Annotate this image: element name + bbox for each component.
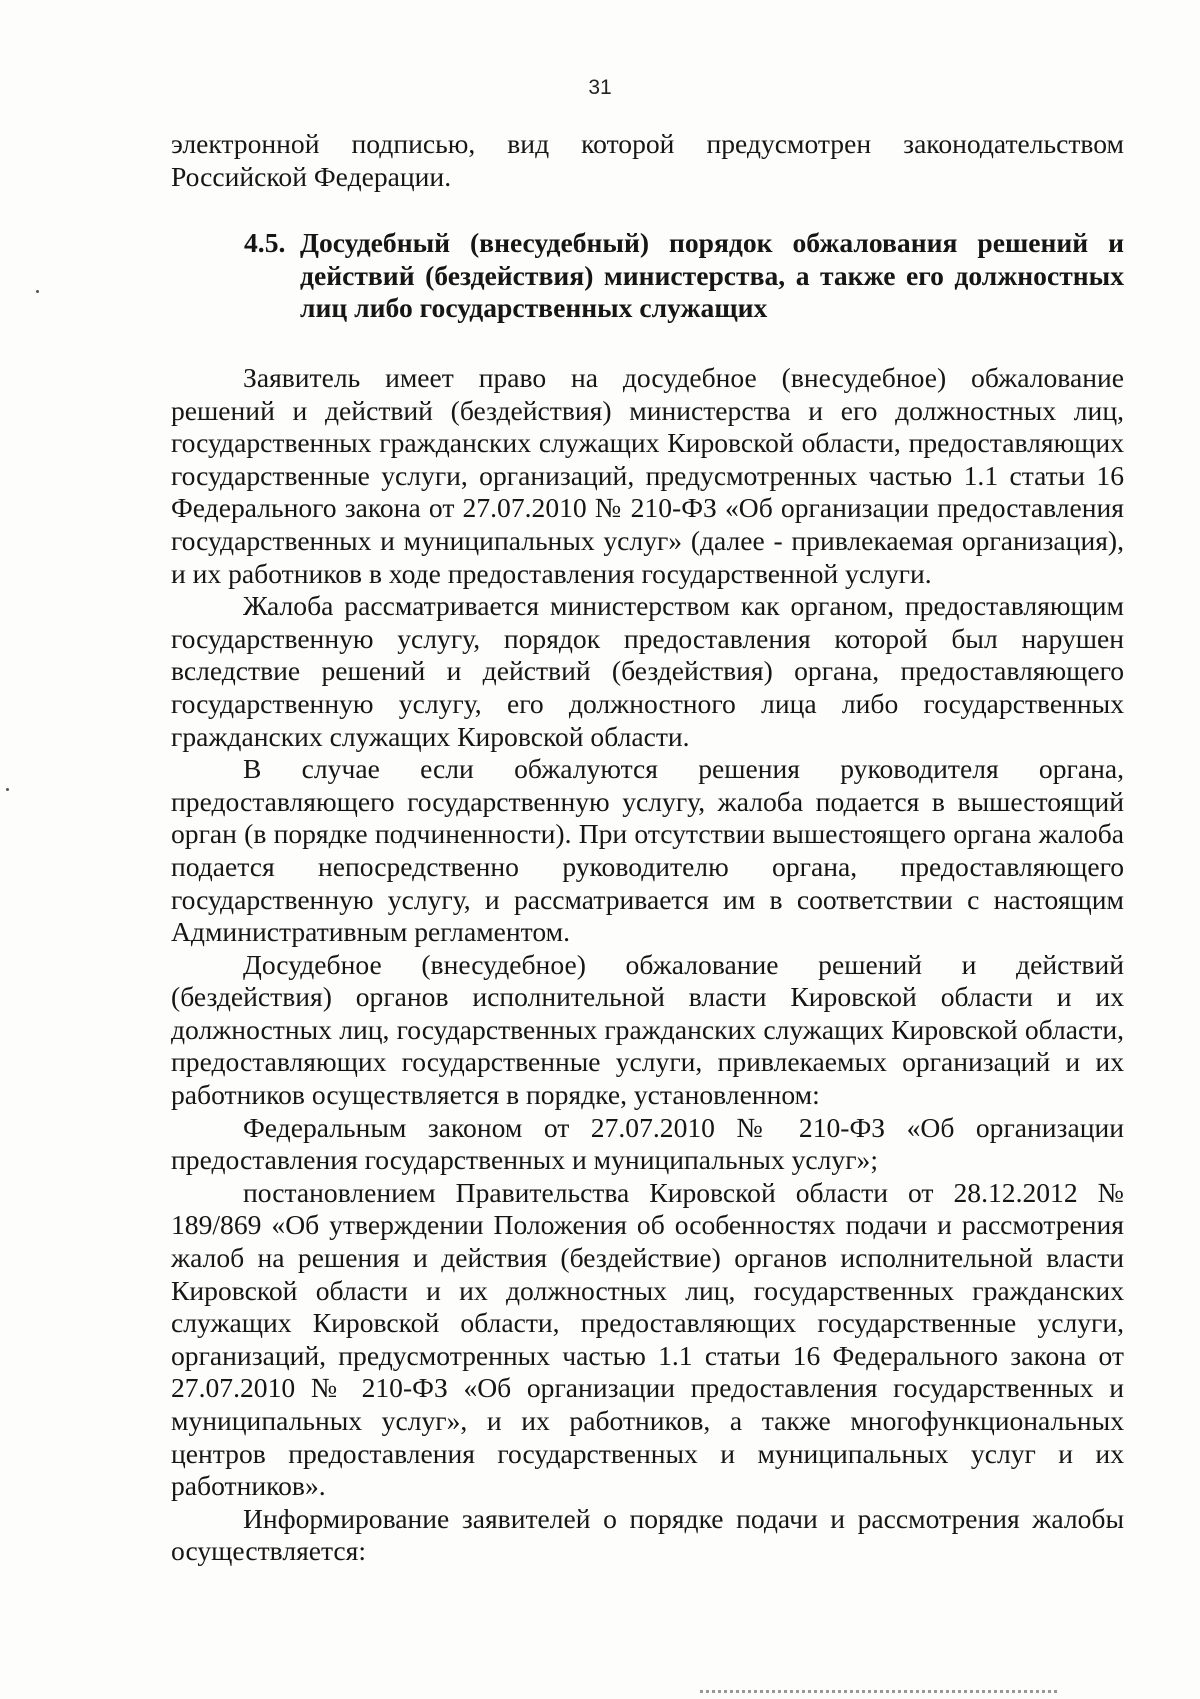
intro-paragraph: электронной подписью, вид которой предусмотрен законодательством Российской Федерации. [171, 128, 1124, 192]
section-title: Досудебный (внесудебный) порядок обжалования решений и действий (бездействия) министерства, а также его должностных лиц либо государственных служащих [300, 227, 1124, 324]
paragraph-informing: Информирование заявителей о порядке подачи и рассмотрения жалобы осуществляется: [171, 1502, 1124, 1567]
scan-bottom-edge [700, 1690, 1060, 1693]
section-heading [244, 227, 1124, 325]
paragraph-government-decree: постановлением Правительства Кировской области от 28.12.2012 № 189/869 «Об утверждении Положения об особенностях подачи и рассмотрения жалоб на решения и действия (бездействие) органов исполнительной власти Кировской области и их должностных лиц, государственных гражданских служащих Кировской области, предоставляющих государственные услуги, организаций, предусмотренных частью 1.1 статьи 16 Федерального закона от 27.07.2010 № 210-ФЗ «Об организации предоставления государственных и муниципальных услуг», и их работников, а также многофункциональных центров предоставления государственных и муниципальных услуг и их работников». [171, 1176, 1124, 1502]
section-number: 4.5. [244, 227, 286, 258]
paragraph-federal-law: Федеральным законом от 27.07.2010 № 210-ФЗ «Об организации предоставления государственных и муниципальных услуг»; [171, 1111, 1124, 1176]
page-number: 31 [588, 76, 612, 99]
paragraph-complaint-review: Жалоба рассматривается министерством как органом, предоставляющим государственную услугу, порядок предоставления которой был нарушен вследствие решений и действий (бездействия) органа, предоставляющего государственную услугу, его должностного лица либо государственных гражданских служащих Кировской области. [171, 590, 1124, 752]
paragraph-appeal-right: Заявитель имеет право на досудебное (внесудебное) обжалование решений и действий (бездействия) министерства и его должностных лиц, государственных гражданских служащих Кировской области, предоставляющих государственные услуги, организаций, предусмотренных частью 1.1 статьи 16 Федерального закона от 27.07.2010 № 210-ФЗ «Об организации предоставления государственных и муниципальных услуг» (далее - привлекаемая организация), и их работников в ходе предоставления государственной услуги. [171, 362, 1124, 589]
paragraph-appeal-procedure: Досудебное (внесудебное) обжалование решений и действий (бездействия) органов исполнительной власти Кировской области и их должностных лиц, государственных гражданских служащих Кировской области, предоставляющих государственные услуги, привлекаемых организаций и их работников осуществляется в порядке, установленном: [171, 948, 1124, 1111]
body-text-block [171, 362, 1124, 1568]
paragraph-head-decision: В случае если обжалуются решения руководителя органа, предоставляющего государственную услугу, жалоба подается в вышестоящий орган (в порядке подчиненности). При отсутствии вышестоящего органа жалоба подается непосредственно руководителю органа, предоставляющего государственную услугу, и рассматривается им в соответствии с настоящим Административным регламентом. [171, 753, 1124, 948]
intro-text-block [171, 128, 1124, 193]
scan-speck [36, 290, 39, 293]
scan-speck [6, 788, 9, 791]
